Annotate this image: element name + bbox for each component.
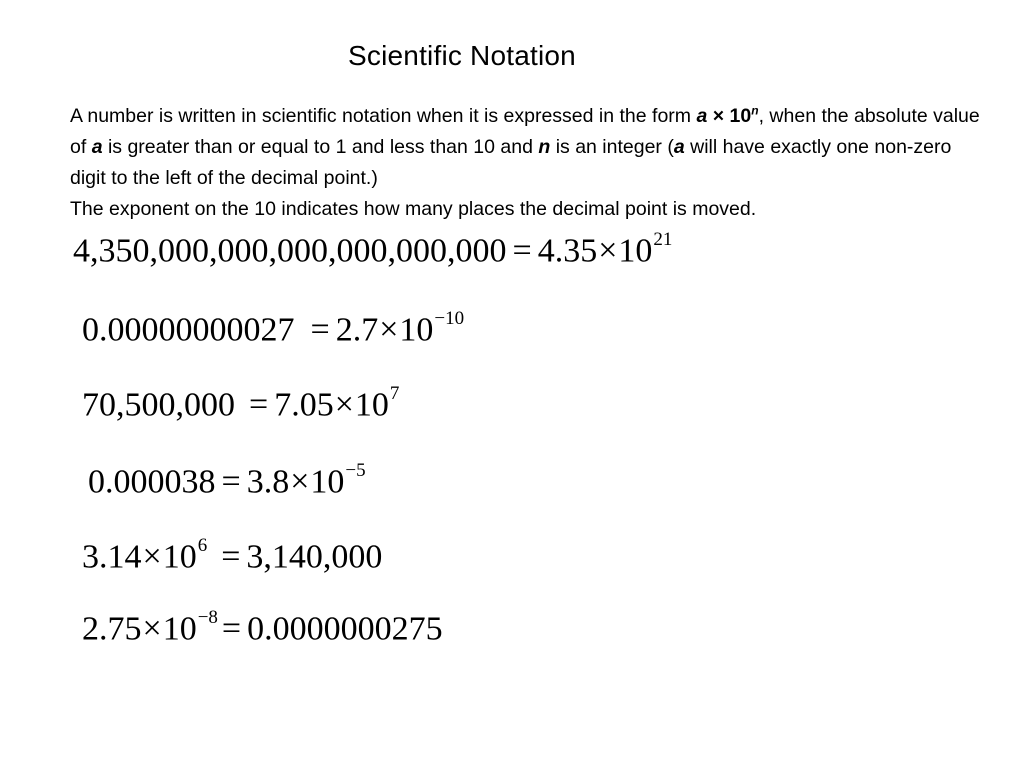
base-ten: 10 <box>354 386 389 424</box>
definition-text-part: , when the absolute value of <box>70 105 980 158</box>
equals-sign: = <box>221 538 241 576</box>
equation-row <box>82 535 383 576</box>
coefficient: 4.35 <box>537 232 598 270</box>
exponent: 7 <box>389 383 400 404</box>
variable-a: a <box>673 136 685 158</box>
coefficient: 3.14 <box>82 538 142 576</box>
times-sign: × <box>142 610 162 648</box>
exponent-note: The exponent on the 10 indicates how many places the decimal point is moved. <box>70 198 757 220</box>
form-variable-a: a <box>696 105 708 127</box>
definition-text-part: is an integer ( <box>550 136 674 158</box>
definition-paragraph <box>70 101 980 194</box>
definition-text <box>70 101 980 225</box>
coefficient: 7.05 <box>274 386 334 424</box>
equation-row <box>73 229 673 270</box>
standard-form-number: 3,140,000 <box>246 538 383 576</box>
coefficient: 2.7 <box>335 311 379 349</box>
base-ten: 10 <box>399 311 434 349</box>
exponent: 6 <box>197 535 208 556</box>
equation-row <box>88 460 366 501</box>
times-sign: × <box>598 232 618 270</box>
coefficient: 2.75 <box>82 610 142 648</box>
times-sign: × <box>290 463 310 501</box>
equals-sign: = <box>221 463 241 501</box>
variable-a: a <box>91 136 103 158</box>
times-sign: × <box>334 386 354 424</box>
base-ten: 10 <box>162 538 197 576</box>
equals-sign: = <box>221 610 242 648</box>
definition-text-part: A number is written in scientific notation when it is expressed in the form <box>70 105 697 127</box>
exponent: −5 <box>345 460 366 481</box>
equals-sign: = <box>512 232 532 270</box>
equals-sign: = <box>249 386 269 424</box>
base-ten: 10 <box>618 232 653 270</box>
standard-form-number: 0.00000000027 <box>82 311 295 349</box>
page-title: Scientific Notation <box>348 40 576 71</box>
exponent: 21 <box>653 229 673 250</box>
times-sign: × <box>379 311 399 349</box>
equals-sign: = <box>310 311 330 349</box>
equation-row <box>82 607 443 648</box>
exponent: −10 <box>434 308 465 329</box>
coefficient: 3.8 <box>246 463 290 501</box>
form-exponent-n: n <box>751 103 759 118</box>
standard-form-number: 4,350,000,000,000,000,000,000 <box>73 232 507 270</box>
form-times-ten: × 10 <box>707 105 752 127</box>
equation-row <box>82 383 400 424</box>
base-ten: 10 <box>162 610 197 648</box>
standard-form-number: 0.000038 <box>88 463 216 501</box>
definition-text-part: will have exactly one non-zero digit to the left of the decimal point.) <box>70 136 952 189</box>
standard-form-number: 70,500,000 <box>82 386 235 424</box>
equation-row <box>82 308 465 349</box>
definition-text-part: is greater than or equal to 1 and less than 10 and <box>102 136 539 158</box>
base-ten: 10 <box>310 463 345 501</box>
times-sign: × <box>142 538 162 576</box>
variable-n: n <box>538 136 551 158</box>
exponent: −8 <box>197 607 218 628</box>
standard-form-number: 0.0000000275 <box>247 610 443 648</box>
